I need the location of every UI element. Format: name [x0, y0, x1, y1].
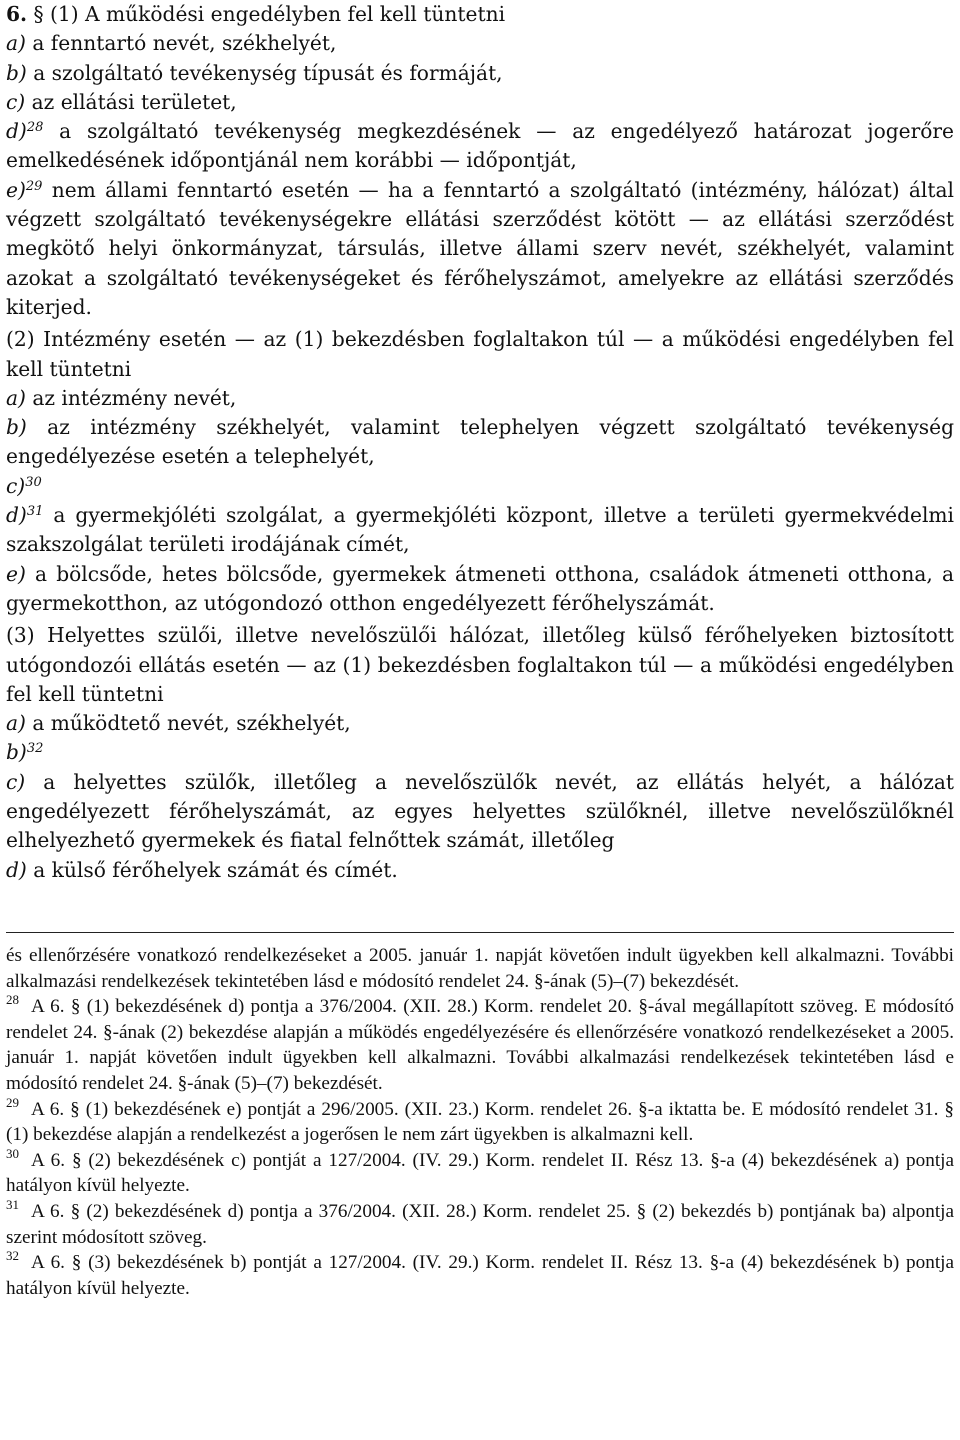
item-letter: d): [6, 857, 27, 882]
item-text: a szolgáltató tevékenység típusát és formáját,: [26, 60, 503, 85]
list-item: [6, 738, 954, 767]
paragraph-intro-text: (1) A működési engedélyben fel kell tüntetni: [50, 2, 506, 26]
item-letter: b): [6, 740, 27, 765]
list-item: [6, 29, 954, 58]
item-text: a külső férőhelyek számát és címét.: [26, 857, 398, 882]
item-text: az ellátási területet,: [25, 89, 237, 114]
document-page: [6, 0, 954, 1299]
list-item: [6, 88, 954, 117]
list-item: [6, 856, 954, 885]
footnote-text: A 6. § (1) bekezdésének e) pontját a 296/2005. (XII. 23.) Korm. rendelet 26. §-a iktatta be. E módosító rendelet 31. § (1) bekezdése alapján a rendelkezést a jogerősen le nem zárt ügyekben is alkalmazni kell.: [6, 1098, 954, 1146]
list-item: [6, 560, 954, 619]
footnote-reference[interactable]: 28: [26, 120, 44, 136]
paragraph-3-intro: (3) Helyettes szülői, illetve nevelőszülői hálózat, illetőleg külső férőhelyeken biztosított utógondozói ellátás esetén — az (1) bekezdésben foglaltakon túl — a működési engedélyben fel kell tüntetni: [6, 623, 954, 706]
footnote-number: 29: [6, 1094, 19, 1110]
list-item: [6, 501, 954, 560]
section-6: [6, 0, 954, 885]
item-text: az intézmény nevét,: [25, 385, 237, 410]
footnote-reference[interactable]: 32: [26, 741, 44, 757]
item-text: a bölcsőde, hetes bölcsőde, gyermekek átmeneti otthona, családok átmeneti otthona, a gyermekotthon, az utógondozó otthon engedélyezett férőhelyszámát.: [6, 561, 954, 615]
item-text: a gyermekjóléti szolgálat, a gyermekjóléti központ, illetve a területi gyermekvédelmi szakszolgálat területi irodájának címét,: [6, 503, 954, 557]
paragraph-1-items: [6, 29, 954, 322]
item-text: a működtető nevét, székhelyét,: [25, 711, 351, 736]
list-item: [6, 768, 954, 856]
item-letter: e): [6, 177, 26, 202]
footnote-reference[interactable]: 29: [25, 178, 43, 194]
item-letter: d): [6, 119, 27, 144]
item-letter: a): [6, 31, 26, 56]
section-mark: §: [33, 2, 44, 26]
item-text: a szolgáltató tevékenység megkezdésének — az engedélyező határozat jogerőre emelkedésének időpontjánál nem korábbi — időpontját,: [6, 119, 954, 173]
footnote-reference[interactable]: 31: [26, 504, 44, 520]
list-item: [6, 709, 954, 738]
item-letter: a): [6, 711, 26, 736]
list-item: [6, 176, 954, 322]
item-letter: d): [6, 503, 27, 528]
footnote: [6, 1196, 954, 1250]
list-item: [6, 117, 954, 176]
footnote-divider: [6, 932, 954, 933]
list-item: [6, 384, 954, 413]
footnote-continuation: és ellenőrzésére vonatkozó rendelkezéseket a 2005. január 1. napját követően indult ügyekben kell alkalmazni. További alkalmazási rendelkezések tekintetében lásd e módosító rendelet 24. §-ának (5)–(7) bekezdését.: [6, 945, 954, 992]
footnotes: [6, 943, 954, 1301]
item-letter: b): [6, 60, 27, 85]
item-text: az intézmény székhelyét, valamint telephelyen végzett szolgáltató tevékenység engedélyezése esetén a telephelyét,: [6, 415, 954, 469]
footnote-text: A 6. § (1) bekezdésének d) pontja a 376/2004. (XII. 28.) Korm. rendelet 20. §-ával megállapított szöveg. E módosító rendelet 24. §-ának (2) bekezdése alapján a működés engedélyezésére és ellenőrzésére vonatkozó rendelkezéseket a 2005. január 1. napját követően indult ügyekben kell alkalmazni. További alkalmazási rendelkezések tekintetében lásd e módosító rendelet 24. §-ának (5)–(7) bekezdését.: [6, 996, 954, 1094]
item-letter: c): [6, 769, 26, 794]
section-number: 6.: [6, 2, 28, 26]
footnote-text: A 6. § (2) bekezdésének c) pontját a 127/2004. (IV. 29.) Korm. rendelet II. Rész 13. §-a (4) bekezdésének a) pontja hatályon kívül helyezte.: [6, 1149, 954, 1197]
footnote-number: 32: [6, 1248, 19, 1264]
item-letter: a): [6, 385, 26, 410]
paragraph-1-intro: [6, 0, 954, 29]
item-text: a fenntartó nevét, székhelyét,: [25, 31, 337, 56]
paragraph-2-items: [6, 384, 954, 618]
item-text: a helyettes szülők, illetőleg a nevelőszülők nevét, az ellátás helyét, a hálózat engedélyezett férőhelyszámát, az egyes helyettes szülőknél, illetve nevelőszülőknél elhelyezhető gyermekek és fiatal felnőttek számát, illetőleg: [6, 769, 954, 853]
list-item: [6, 472, 954, 501]
footnote-number: 31: [6, 1196, 19, 1212]
footnote-text: A 6. § (2) bekezdésének d) pontja a 376/2004. (XII. 28.) Korm. rendelet 25. § (2) bekezdés b) pontjának ba) alpontja szerint módosított szöveg.: [6, 1200, 954, 1248]
item-letter: e): [6, 561, 26, 586]
item-letter: c): [6, 473, 26, 498]
item-text: nem állami fenntartó esetén — ha a fenntartó a szolgáltató (intézmény, hálózat) által végzett szolgáltató tevékenységekre ellátási szerződést kötött — az ellátási szerződést megkötő helyi önkormányzat, társulás, illetve állami szerv nevét, székhelyét, valamint azokat a szolgáltató tevékenységeket és férőhelyszámot, amelyekre az ellátási szerződés kiterjed.: [6, 177, 954, 319]
item-letter: b): [6, 415, 27, 440]
list-item: [6, 59, 954, 88]
list-item: [6, 413, 954, 472]
paragraph-3-items: [6, 709, 954, 885]
footnote-text: A 6. § (3) bekezdésének b) pontját a 127/2004. (IV. 29.) Korm. rendelet II. Rész 13. §-a (4) bekezdésének b) pontja hatályon kívül helyezte.: [6, 1252, 954, 1299]
footnote: [6, 1094, 954, 1148]
item-letter: c): [6, 89, 26, 114]
footnote-list: [6, 994, 954, 1301]
footnote-number: 30: [6, 1145, 19, 1161]
footnote: [6, 1145, 954, 1199]
paragraph-2-intro: (2) Intézmény esetén — az (1) bekezdésben foglaltakon túl — a működési engedélyben fel kell tüntetni: [6, 327, 954, 381]
footnote: [6, 994, 954, 1096]
footnote-reference[interactable]: 30: [25, 474, 42, 490]
footnote-number: 28: [6, 992, 19, 1008]
footnote: [6, 1250, 954, 1301]
